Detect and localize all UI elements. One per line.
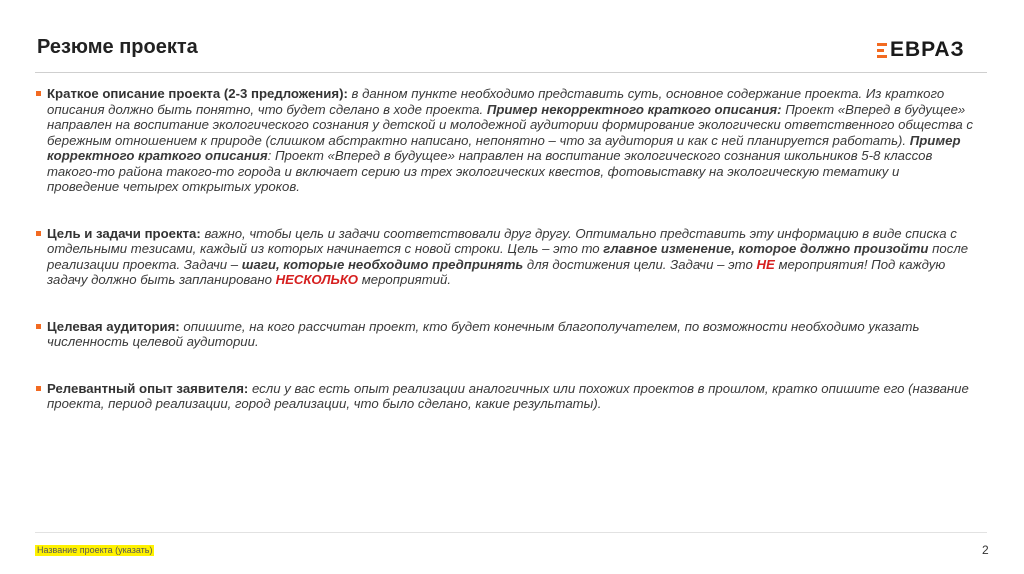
section-text: Краткое описание проекта (2-3 предложения): в данном пункте необходимо представить суть, основное содержание проекта. Из краткого описания должно быть понятно, что будет сделано в ходе проекта. Пример некорректного краткого описания: Проект «Вперед в будущее» направлен на воспитание экологического сознания у детской и молодежной аудитории формирование экологически ответственного общества с бережным отношением к природе (слишком абстрактно написано, непонятно – что за аудитория и как с ней планируется работать). Пример корректного краткого описания: Проект «Вперед в будущее» направлен на воспитание экологического сознания школьников 5-8 классов такого-то района такого-то города и включает серию из трех экологических квестов, фотовыставку на экологическую тематику и проведение четырех открытых уроков. xyxy=(47,86,973,194)
bullet-icon xyxy=(36,386,41,391)
bullet-icon xyxy=(36,231,41,236)
section-goals-tasks xyxy=(35,226,975,288)
page-title: Резюме проекта xyxy=(37,36,198,58)
header-divider xyxy=(35,72,987,73)
logo-text: ЕВРАЗ xyxy=(890,38,965,61)
section-target-audience xyxy=(35,319,975,350)
content-list xyxy=(35,86,975,443)
page-number: 2 xyxy=(982,543,989,557)
evraz-logo xyxy=(877,38,965,62)
section-text: Релевантный опыт заявителя: если у вас есть опыт реализации аналогичных или похожих проектов в прошлом, кратко опишите его (название проекта, период реализации, город реализации, что было сделано, какие результаты). xyxy=(47,380,969,411)
section-text: Целевая аудитория: опишите, на кого рассчитан проект, кто будет конечным благополучателем, по возможности необходимо указать численность целевой аудитории. xyxy=(47,318,920,349)
bullet-icon xyxy=(36,91,41,96)
bullet-icon xyxy=(36,324,41,329)
logo-bars-icon xyxy=(877,43,887,58)
project-name-placeholder: Название проекта (указать) xyxy=(37,545,153,555)
section-relevant-experience xyxy=(35,381,975,412)
footer-divider xyxy=(35,532,987,533)
section-text: Цель и задачи проекта: важно, чтобы цель и задачи соответствовали друг другу. Оптимально представить эту информацию в виде списка с отдельными тезисами, каждый из которых начинается с новой строки. Цель – это то главное изменение, которое должно произойти после реализации проекта. Задачи – шаги, которые необходимо предпринять для достижения цели. Задачи – это НЕ мероприятия! Под каждую задачу должно быть запланировано НЕСКОЛЬКО мероприятий. xyxy=(47,225,969,287)
section-project-summary xyxy=(35,86,975,195)
